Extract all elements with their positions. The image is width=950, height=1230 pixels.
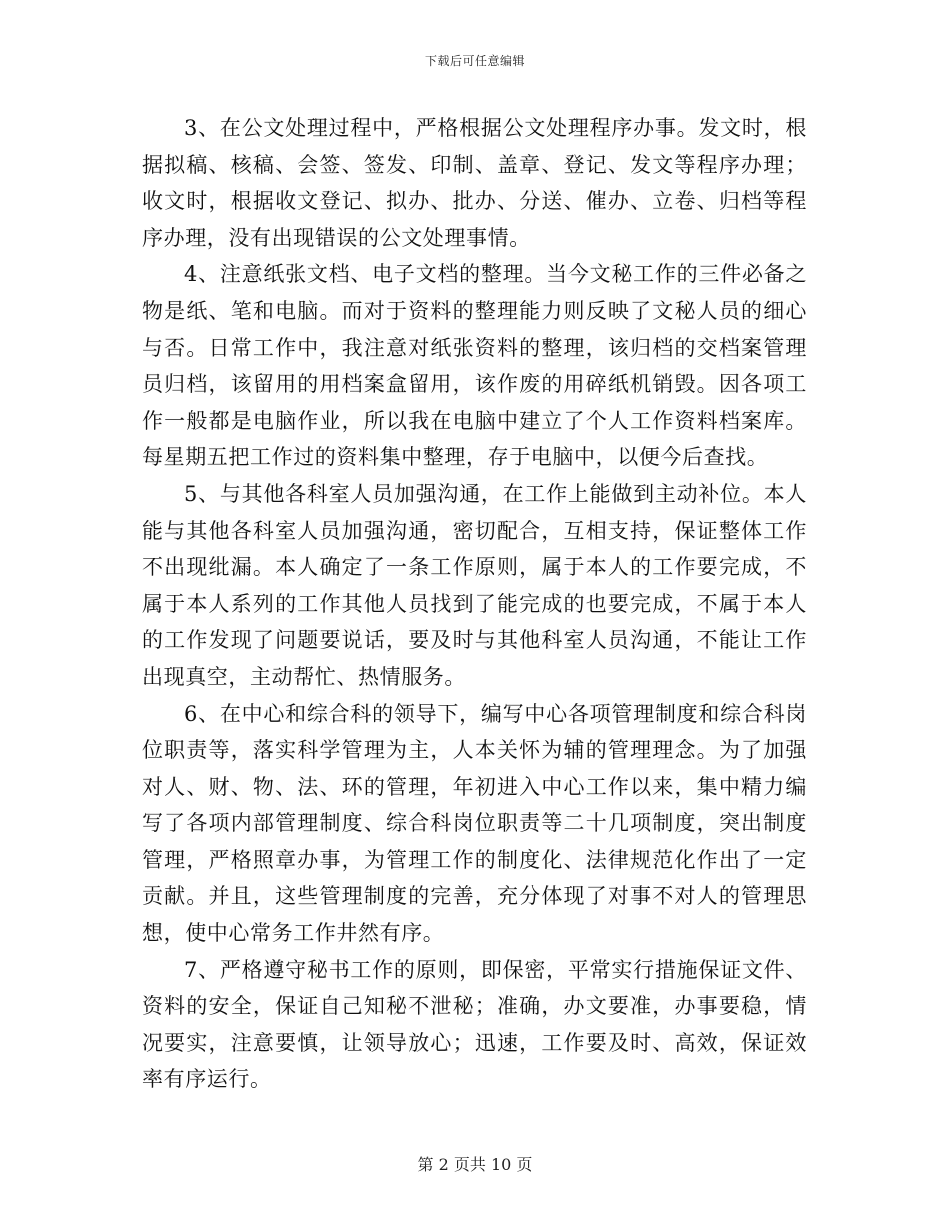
paragraph-item-4: 4、注意纸张文档、电子文档的整理。当今文秘工作的三件必备之物是纸、笔和电脑。而对于资料的整理能力则反映了文秘人员的细心与否。日常工作中，我注意对纸张资料的整理，该归档的交档案管理员归档，该留用的用档案盒留用，该作废的用碎纸机销毁。因各项工作一般都是电脑作业，所以我在电脑中建立了个人工作资料档案库。每星期五把工作过的资料集中整理，存于电脑中，以便今后查找。 (142, 262, 807, 470)
document-body (142, 110, 807, 1098)
paragraph-item-3: 3、在公文处理过程中，严格根据公文处理程序办事。发文时，根据拟稿、核稿、会签、签发、印制、盖章、登记、发文等程序办理；收文时，根据收文登记、拟办、批办、分送、催办、立卷、归档等程序办理，没有出现错误的公文处理事情。 (142, 116, 807, 250)
paragraph-item-7: 7、严格遵守秘书工作的原则，即保密，平常实行措施保证文件、资料的安全，保证自己知秘不泄秘；准确，办文要准，办事要稳，情况要实，注意要慎，让领导放心；迅速，工作要及时、高效，保证效率有序运行。 (142, 957, 807, 1092)
header-note: 下载后可任意编辑 (424, 54, 525, 68)
page-number: 第 2 页共 10 页 (417, 1155, 533, 1174)
paragraph-item-6: 6、在中心和综合科的领导下，编写中心各项管理制度和综合科岗位职责等，落实科学管理为主，人本关怀为辅的管理理念。为了加强对人、财、物、法、环的管理，年初进入中心工作以来，集中精力编写了各项内部管理制度、综合科岗位职责等二十几项制度，突出制度管理，严格照章办事，为管理工作的制度化、法律规范化作出了一定贡献。并且，这些管理制度的完善，充分体现了对事不对人的管理思想，使中心常务工作井然有序。 (142, 701, 807, 946)
paragraph-item-5: 5、与其他各科室人员加强沟通，在工作上能做到主动补位。本人能与其他各科室人员加强沟通，密切配合，互相支持，保证整体工作不出现纰漏。本人确定了一条工作原则，属于本人的工作要完成，不属于本人系列的工作其他人员找到了能完成的也要完成，不属于本人的工作发现了问题要说话，要及时与其他科室人员沟通，不能让工作出现真空，主动帮忙、热情服务。 (142, 481, 807, 689)
